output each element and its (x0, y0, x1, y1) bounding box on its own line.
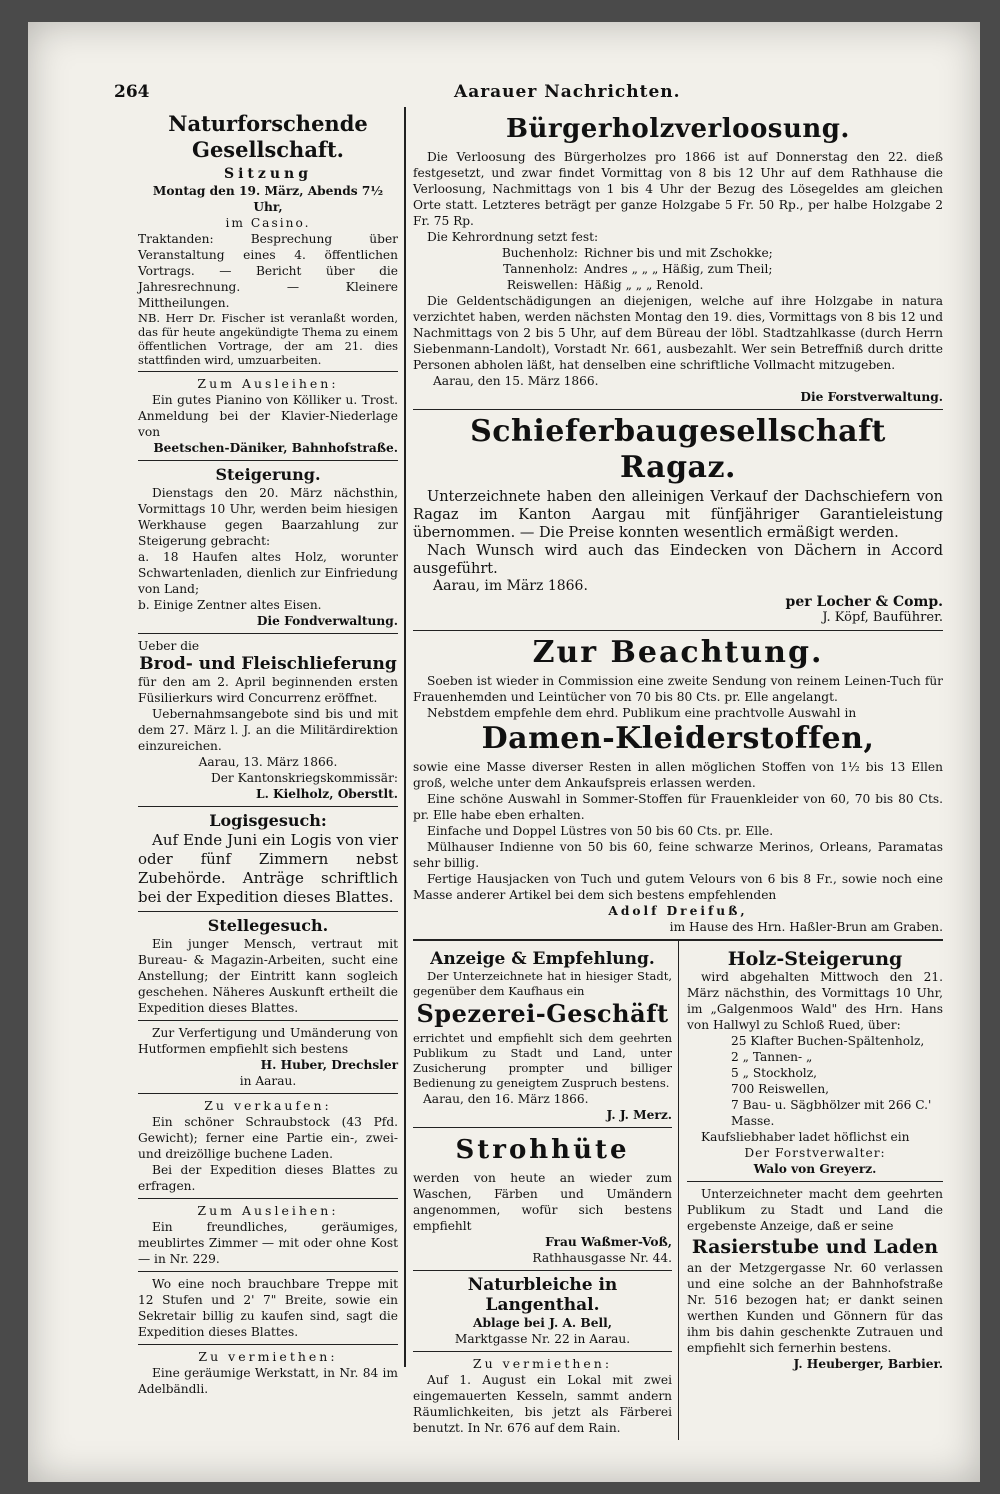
ad-signature-2: J. Köpf, Bauführer. (822, 610, 943, 625)
right-column (413, 107, 943, 1435)
ad-signature: Die Fondverwaltung. (256, 614, 398, 628)
ad-text: Unterzeichnete haben den alleinigen Verkauf der Dachschiefern von Ragaz im Kanton Aargau mit fünfjähriger Garantieleistung übernommen. — Die Preise konnten wesentlich ermäßigt werden. (413, 489, 943, 541)
subcolumn-left (413, 941, 678, 1440)
column-divider (404, 107, 406, 1367)
ad-logisgesuch (138, 807, 398, 912)
ad-text-2: an der Metzgergasse Nr. 60 verlassen und eine solche an der Bahnhofstraße Nr. 516 bezogen hat; er dankt seinen werthen Kunden und Gönnern für das ihm bis dahin geschenkte Zutrauen und empfiehlt sich fernerhin bestens. (687, 1261, 943, 1355)
ad-item-a: a. 18 Haufen altes Holz, worunter Schwartenladen, dienlich zur Einfriedung von Land; (138, 550, 398, 596)
ad-rasierstube (687, 1182, 943, 1376)
ad-text: Der Unterzeichnete hat in hiesiger Stadt, gegenüber dem Kaufhaus ein (413, 969, 672, 998)
ad-text-6: Mülhauser Indienne von 50 bis 60, feine schwarze Merinos, Orleans, Paramatas sehr billig. (413, 840, 943, 870)
ad-text-2: Nebstdem empfehle dem ehrd. Publikum eine prachtvolle Auswahl in (427, 706, 857, 720)
ad-text: Auf 1. August ein Lokal mit zwei eingemauerten Kesseln, sammt andern Räumlichkeiten, bis jetzt als Färberei benutzt. In Nr. 676 auf dem Rain. (413, 1373, 672, 1435)
ad-title: Holz-Steigerung (727, 948, 903, 970)
newspaper-page (28, 22, 980, 1482)
ad-steigerung (138, 461, 398, 634)
list-item: 7 Bau- u. Sägbhölzer mit 266 C.' Masse. (731, 1098, 932, 1128)
ad-hutformen (138, 1021, 398, 1094)
ad-text: Dienstags den 20. März nächsthin, Vormittags 10 Uhr, werden beim hiesigen Werkhause gegen Baarzahlung zur Steigerung gebracht: (138, 486, 398, 548)
ad-headline: Rasierstube und Laden (691, 1236, 939, 1258)
ad-pianino (138, 372, 398, 461)
ad-pretitle: Ueber die (138, 639, 200, 653)
ad-text: Soeben ist wieder in Commission eine zweite Sendung von reinem Leinen-Tuch für Frauenhemden und Leintücher von 70 bis 80 Cts. pr. Elle angelangt. (413, 674, 943, 704)
ad-signature: Beetschen-Däniker, Bahnhofstraße. (153, 441, 398, 455)
ad-zum-ausleihen (138, 1199, 398, 1272)
ad-signature: J. J. Merz. (606, 1108, 672, 1122)
ad-date: Aarau, im März 1866. (433, 578, 588, 594)
ad-location: im Casino. (225, 216, 311, 230)
ad-text-2: Nach Wunsch wird auch das Eindecken von Dächern in Accord ausgeführt. (413, 543, 943, 577)
ad-zu-verkaufen (138, 1094, 398, 1199)
ad-treppe (138, 1272, 398, 1345)
ad-title: Zum Ausleihen: (197, 1203, 339, 1218)
ad-text: werden von heute an wieder zum Waschen, Färben und Umändern angenommen, wofür sich bestens empfiehlt (413, 1171, 672, 1233)
ad-title: Zum Ausleihen: (197, 376, 339, 391)
ad-text: Unterzeichneter macht dem geehrten Publikum zu Stadt und Land die ergebenste Anzeige, daß er seine (687, 1187, 943, 1233)
ad-signature: L. Kielholz, Oberstlt. (256, 787, 398, 801)
ad-headline: Spezerei-Geschäft (416, 999, 669, 1028)
list-item: Reiswellen: Häßig „ „ „ Renold. (506, 278, 704, 292)
ad-title: Stellegesuch. (207, 916, 329, 935)
list-item: 2 „ Tannen- „ (731, 1050, 813, 1064)
ad-title: Strohhüte (455, 1135, 630, 1165)
list-item: Buchenholz: Richner bis und mit Zschokke; (501, 246, 773, 260)
ad-text-2: Marktgasse Nr. 22 in Aarau. (454, 1332, 631, 1346)
two-column-section (413, 940, 943, 1440)
ad-date: Aarau, den 16. März 1866. (423, 1092, 589, 1106)
ad-text: Traktanden: Besprechung über Veranstaltung eines 4. öffentlichen Vortrags. — Bericht über die Jahresrechnung. — Kleinere Mittheilungen. (138, 232, 398, 310)
ad-title: Zur Beachtung. (532, 635, 824, 670)
ad-signature: Adolf Dreifuß, (608, 904, 748, 918)
ad-holz-steigerung (687, 945, 943, 1182)
ad-signature: Frau Waßmer-Voß, (545, 1235, 672, 1249)
ad-text-2: Bei der Expedition dieses Blattes zu erfragen. (138, 1163, 398, 1193)
ad-kehr-intro: Die Kehrordnung setzt fest: (427, 230, 599, 244)
ad-text-3: sowie eine Masse diverser Resten in allen möglichen Stoffen von 1½ bis 13 Ellen groß, welche unter dem Ankaufspreis erlassen werden. (413, 760, 943, 790)
ad-signature-2: im Hause des Hrn. Haßler-Brun am Graben. (669, 920, 943, 934)
ad-spezerei (413, 945, 672, 1128)
ad-text-2: Uebernahmsangebote sind bis und mit dem 27. März l. J. an die Militärdirektion einzureichen. (138, 707, 398, 753)
ad-text: für den am 2. April beginnenden ersten Füsilierkurs wird Concurrenz eröffnet. (138, 675, 398, 705)
ad-signature: Walo von Greyerz. (753, 1162, 877, 1176)
ad-role: Der Forstverwalter: (744, 1146, 886, 1160)
ad-signature: H. Huber, Drechsler (260, 1058, 398, 1072)
ad-text: Ablage bei J. A. Bell, (473, 1316, 612, 1330)
ad-title: Zu verkaufen: (204, 1098, 332, 1113)
ad-signature: per Locher & Comp. (785, 594, 943, 610)
ad-signature-2: Rathhausgasse Nr. 44. (532, 1251, 672, 1265)
list-item: 700 Reiswellen, (731, 1082, 830, 1096)
ad-text-2: Die Geldentschädigungen an diejenigen, welche auf ihre Holzgabe in natura verzichtet haben, werden nächsten Montag den 19. dies, Vormittags von 8 bis 12 und Nachmittags von 2 bis 5 Uhr, auf dem Büreau der löbl. Stadtzahlkasse (durch Herrn Siebenmann-Landolt), Vorstadt Nr. 661, ausbezahlt. Wer sein Betreffniß durch dritte Personen abholen läßt, hat denselben eine schriftliche Vollmacht mitzugeben. (413, 294, 943, 372)
ad-title: Anzeige & Empfehlung. (430, 949, 655, 969)
list-item: Tannenholz: Andres „ „ „ Häßig, zum Theil; (503, 262, 773, 276)
ad-role: Der Kantonskriegskommissär: (210, 771, 398, 785)
ad-date: Aarau, den 15. März 1866. (433, 374, 599, 388)
page-header (114, 74, 944, 108)
ad-title: Naturbleiche in Langenthal. (467, 1275, 618, 1315)
ad-title: Zu vermiethen: (198, 1349, 338, 1364)
ad-title: Zu vermiethen: (472, 1356, 613, 1371)
ad-note: NB. Herr Dr. Fischer ist veranlaßt worden, das für heute angekündigte Thema zu einem öffentlichen Vortrage, der am 21. dies stattfinden wird, umzuarbeiten. (138, 311, 398, 367)
ad-naturforschende (138, 107, 398, 372)
ad-text: Zur Verfertigung und Umänderung von Hutformen empfiehlt sich bestens (138, 1026, 398, 1056)
ad-text: wird abgehalten Mittwoch den 21. März nächsthin, des Vormittags 10 Uhr, im „Galgenmoos Wald" des Hrn. Hans von Hallwyl zu Schloß Rued, über: (687, 970, 943, 1032)
ad-text: Die Verloosung des Bürgerholzes pro 1866 ist auf Donnerstag den 22. dieß festgesetzt, und zwar findet Vormittag von 8 bis 12 Uhr auf dem Rathhause die Verloosung, Nachmittags von 1 bis 4 Uhr der Bezug des Lösegeldes am gleichen Orte statt. Letzteres beträgt per ganze Holzgabe 5 Fr. 50 Rp., per halbe Holzgabe 2 Fr. 75 Rp. (413, 150, 943, 228)
ad-zur-beachtung (413, 631, 943, 940)
ad-strohhuete (413, 1128, 672, 1271)
page-number: 264 (114, 82, 150, 102)
ad-lokal-vermiethen (413, 1352, 672, 1440)
newspaper-title: Aarauer Nachrichten. (454, 82, 681, 102)
left-column (138, 107, 398, 1396)
ad-item-b: b. Einige Zentner altes Eisen. (138, 598, 322, 612)
ad-text-2: Kaufsliebhaber ladet höflichst ein (701, 1130, 910, 1144)
ad-text: Ein schöner Schraubstock (43 Pfd. Gewicht); ferner eine Partie ein-, zwei- und dreizöllige buchene Laden. (138, 1115, 398, 1161)
list-item: 25 Klafter Buchen-Spältenholz, (731, 1034, 925, 1048)
ad-signature: Die Forstverwaltung. (800, 390, 943, 404)
ad-title: Naturforschende Gesellschaft. (168, 111, 368, 162)
ad-werkstatt (138, 1345, 398, 1401)
ad-naturbleiche (413, 1271, 672, 1352)
ad-text-2: errichtet und empfiehlt sich dem geehrten Publikum zu Stadt und Land, unter Zusicherung prompter und billiger Bedienung zu geneigtem Zuspruch bestens. (413, 1031, 672, 1090)
ad-text: Ein freundliches, geräumiges, meublirtes Zimmer — mit oder ohne Kost — in Nr. 229. (138, 1220, 398, 1266)
ad-headline: Damen-Kleiderstoffen, (481, 721, 875, 756)
ad-place: in Aarau. (239, 1074, 297, 1088)
ad-text: Ein gutes Pianino von Kölliker u. Trost. Anmeldung bei der Klavier-Niederlage von (138, 393, 398, 439)
list-item: 5 „ Stockholz, (731, 1066, 817, 1080)
ad-schieferbau (413, 410, 943, 631)
ad-title: Brod- und Fleischlieferung (139, 654, 397, 674)
ad-title: Logisgesuch: (209, 811, 327, 830)
ad-text: Ein junger Mensch, vertraut mit Bureau- & Magazin-Arbeiten, sucht eine Anstellung; der Eintritt kann sogleich geschehen. Näheres Auskunft ertheilt die Expedition dieses Blattes. (138, 937, 398, 1015)
ad-text-4: Eine schöne Auswahl in Sommer-Stoffen für Frauenkleider von 60, 70 bis 80 Cts. pr. Elle habe eben erhalten. (413, 792, 943, 822)
ad-buergerholz (413, 107, 943, 410)
ad-text: Eine geräumige Werkstatt, in Nr. 84 im Adelbändli. (138, 1366, 398, 1396)
ad-text-7: Fertige Hausjacken von Tuch und gutem Velours von 6 bis 8 Fr., sowie noch eine Masse anderer Artikel bei dem sich bestens empfehlenden (413, 872, 943, 902)
ad-title: Steigerung. (215, 465, 321, 484)
ad-title: Bürgerholzverloosung. (506, 114, 850, 144)
ad-text: Auf Ende Juni ein Logis von vier oder fünf Zimmern nebst Zubehörde. Anträge schriftlich bei der Expedition dieses Blattes. (138, 831, 398, 906)
ad-subtitle: Sitzung (224, 166, 312, 182)
kehrordnung-list (483, 245, 943, 293)
ad-text-5: Einfache und Doppel Lüstres von 50 bis 60 Cts. pr. Elle. (427, 824, 774, 838)
ad-stellegesuch (138, 912, 398, 1021)
ad-title: Schieferbaugesellschaft Ragaz. (470, 414, 886, 485)
ad-text: Wo eine noch brauchbare Treppe mit 12 Stufen und 2' 7" Breite, sowie ein Sekretair billig zu kaufen sind, sagt die Expedition dieses Blattes. (138, 1277, 398, 1339)
ad-signature: J. Heuberger, Barbier. (793, 1357, 943, 1371)
ad-date: Montag den 19. März, Abends 7½ Uhr, (152, 184, 384, 214)
ad-date: Aarau, 13. März 1866. (198, 755, 338, 769)
ad-brod (138, 634, 398, 807)
holz-list (687, 1033, 943, 1129)
subcolumn-right (678, 941, 943, 1440)
